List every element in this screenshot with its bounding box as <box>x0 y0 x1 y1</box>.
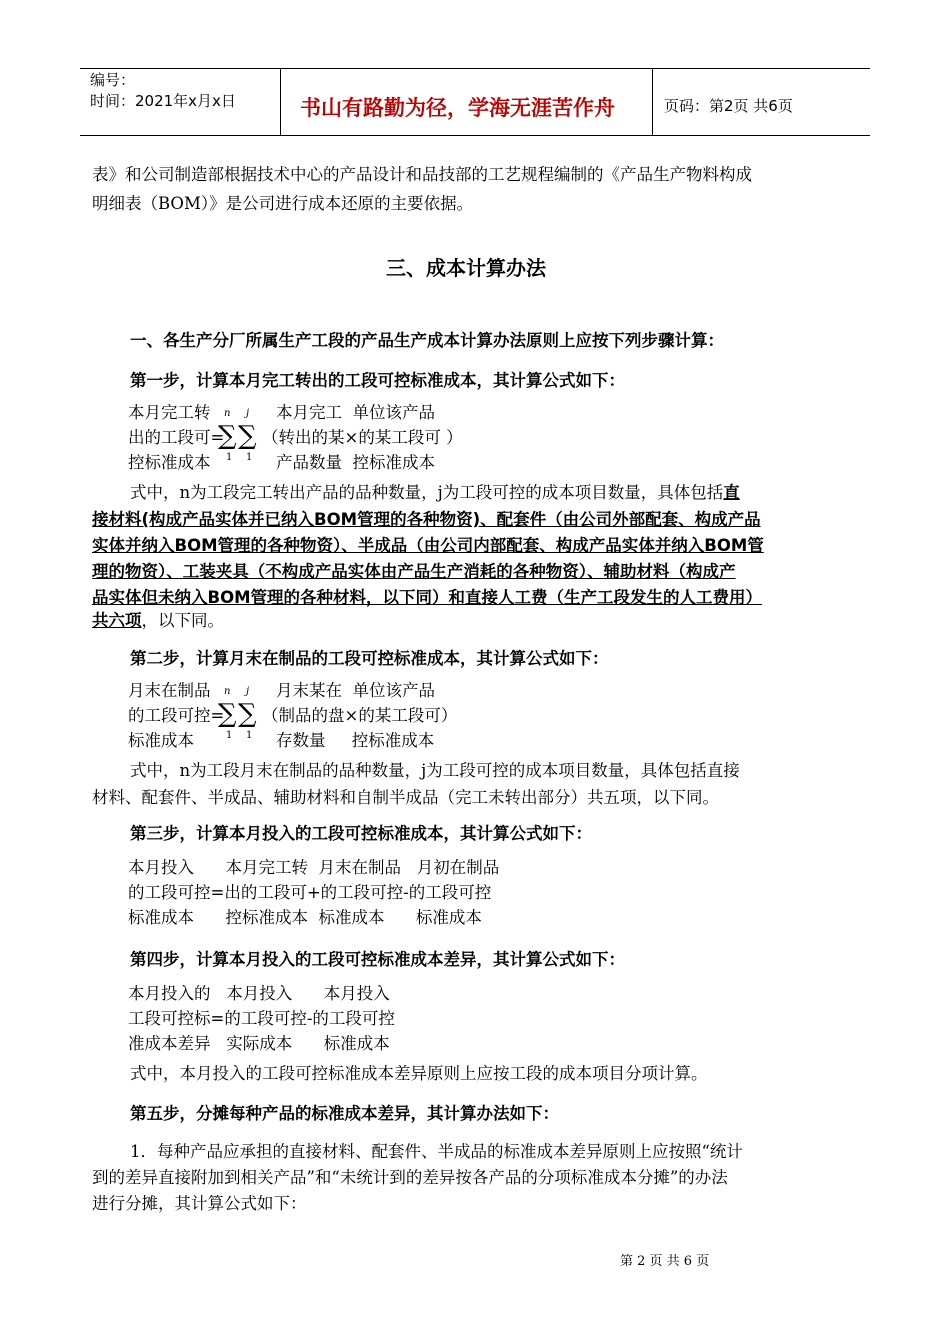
step4-heading: 第四步，计算本月投入的工段可控标准成本差异，其计算公式如下： <box>130 950 625 969</box>
section-title: 三、成本计算办法 <box>386 256 546 280</box>
header-divider <box>652 68 653 135</box>
formula-line: 标准成本 控标准成本 标准成本 标准成本 <box>128 908 482 927</box>
page-footer: 第 2 页 共 6 页 <box>620 1254 710 1269</box>
formula-label: （转出的某×的某工段可 ） <box>262 428 463 447</box>
step1-heading: 第一步，计算本月完工转出的工段可控标准成本，其计算公式如下： <box>130 371 625 390</box>
header-top-rule <box>80 68 870 69</box>
formula-label: 产品数量 控标准成本 <box>276 453 435 472</box>
summation-sign: ∑ <box>218 421 237 451</box>
explain-line-underlined: 实体并纳入BOM管理的各种物资）、半成品（由公司内部配套、构成产品实体并纳入BOM管 <box>92 536 764 555</box>
body-line: 1．每种产品应承担的直接材料、配套件、半成品的标准成本差异原则上应按照“统计 <box>130 1142 743 1161</box>
formula-label: 标准成本 <box>128 731 194 750</box>
explain-line-underlined: 理的物资）、工装夹具（不构成产品实体由产品生产消耗的各种物资）、辅助材料（构成产 <box>92 562 736 581</box>
rule-heading: 一、各生产分厂所属生产工段的产品生产成本计算办法原则上应按下列步骤计算： <box>130 331 724 350</box>
sum-upper-limit: j <box>246 408 250 419</box>
header-bottom-rule <box>80 135 870 136</box>
step3-heading: 第三步，计算本月投入的工段可控标准成本，其计算公式如下： <box>130 824 592 843</box>
explain-line: 共六项，以下同。 <box>92 611 224 630</box>
formula-line: 本月投入的 本月投入 本月投入 <box>128 984 390 1003</box>
sum-upper-limit: j <box>246 686 250 697</box>
explain-line-underlined: 接材料(构成产品实体并已纳入BOM管理的各种物资)、配套件（由公司外部配套、构成产品 <box>92 510 761 529</box>
body-line: 到的差异直接附加到相关产品”和“未统计到的差异按各产品的分项标准成本分摊”的办法 <box>92 1168 728 1187</box>
intro-line: 明细表（BOM）》是公司进行成本还原的主要依据。 <box>92 194 474 213</box>
formula-label: （制品的盘×的某工段可） <box>262 706 458 725</box>
explain-line: 式中，n为工段完工转出产品的品种数量，j为工段可控的成本项目数量，具体包括直 <box>130 483 740 502</box>
sum-lower-limit: 1 <box>246 452 253 463</box>
formula-label: 本月完工转 <box>128 403 211 422</box>
formula-label: 出的工段可= <box>128 428 225 447</box>
sum-lower-limit: 1 <box>226 730 233 741</box>
header-divider <box>280 68 281 135</box>
formula-label: 本月完工 单位该产品 <box>276 403 435 422</box>
intro-line: 表》和公司制造部根据技术中心的产品设计和品技部的工艺规程编制的《产品生产物料构成 <box>92 165 752 184</box>
header-code: 编号： <box>90 71 136 89</box>
sum-upper-limit: n <box>224 686 231 697</box>
sum-lower-limit: 1 <box>226 452 233 463</box>
explain-line: 材料、配套件、半成品、辅助材料和自制半成品（完工未转出部分）共五项，以下同。 <box>92 788 719 807</box>
header-page-number: 页码：第2页 共6页 <box>664 97 793 115</box>
formula-line: 工段可控标=的工段可控-的工段可控 <box>128 1009 395 1028</box>
formula-label: 的工段可控= <box>128 706 225 725</box>
sum-lower-limit: 1 <box>246 730 253 741</box>
formula-line: 的工段可控=出的工段可+的工段可控-的工段可控 <box>128 883 492 902</box>
formula-label: 存数量 控标准成本 <box>276 731 435 750</box>
formula-label: 控标准成本 <box>128 453 211 472</box>
body-line: 进行分摊，其计算公式如下： <box>92 1194 307 1213</box>
explain-line-underlined: 品实体但未纳入BOM管理的各种材料，以下同）和直接人工费（生产工段发生的人工费用） <box>92 588 763 607</box>
formula-line: 准成本差异 实际成本 标准成本 <box>128 1034 390 1053</box>
explain-line: 式中，本月投入的工段可控标准成本差异原则上应按工段的成本项目分项计算。 <box>130 1064 708 1083</box>
summation-sign: ∑ <box>218 699 237 729</box>
formula-label: 月末某在 单位该产品 <box>276 681 435 700</box>
sum-upper-limit: n <box>224 408 231 419</box>
summation-sign: ∑ <box>238 421 257 451</box>
explain-line: 式中，n为工段月末在制品的品种数量，j为工段可控的成本项目数量，具体包括直接 <box>130 761 740 780</box>
step2-heading: 第二步，计算月末在制品的工段可控标准成本，其计算公式如下： <box>130 649 609 668</box>
header-time: 时间：2021年x月x日 <box>90 92 236 110</box>
step5-heading: 第五步，分摊每种产品的标准成本差异，其计算办法如下： <box>130 1104 559 1123</box>
header-motto: 书山有路勤为径，学海无涯苦作舟 <box>300 96 615 120</box>
formula-line: 本月投入 本月完工转 月末在制品 月初在制品 <box>128 858 500 877</box>
formula-label: 月末在制品 <box>128 681 211 700</box>
summation-sign: ∑ <box>238 699 257 729</box>
